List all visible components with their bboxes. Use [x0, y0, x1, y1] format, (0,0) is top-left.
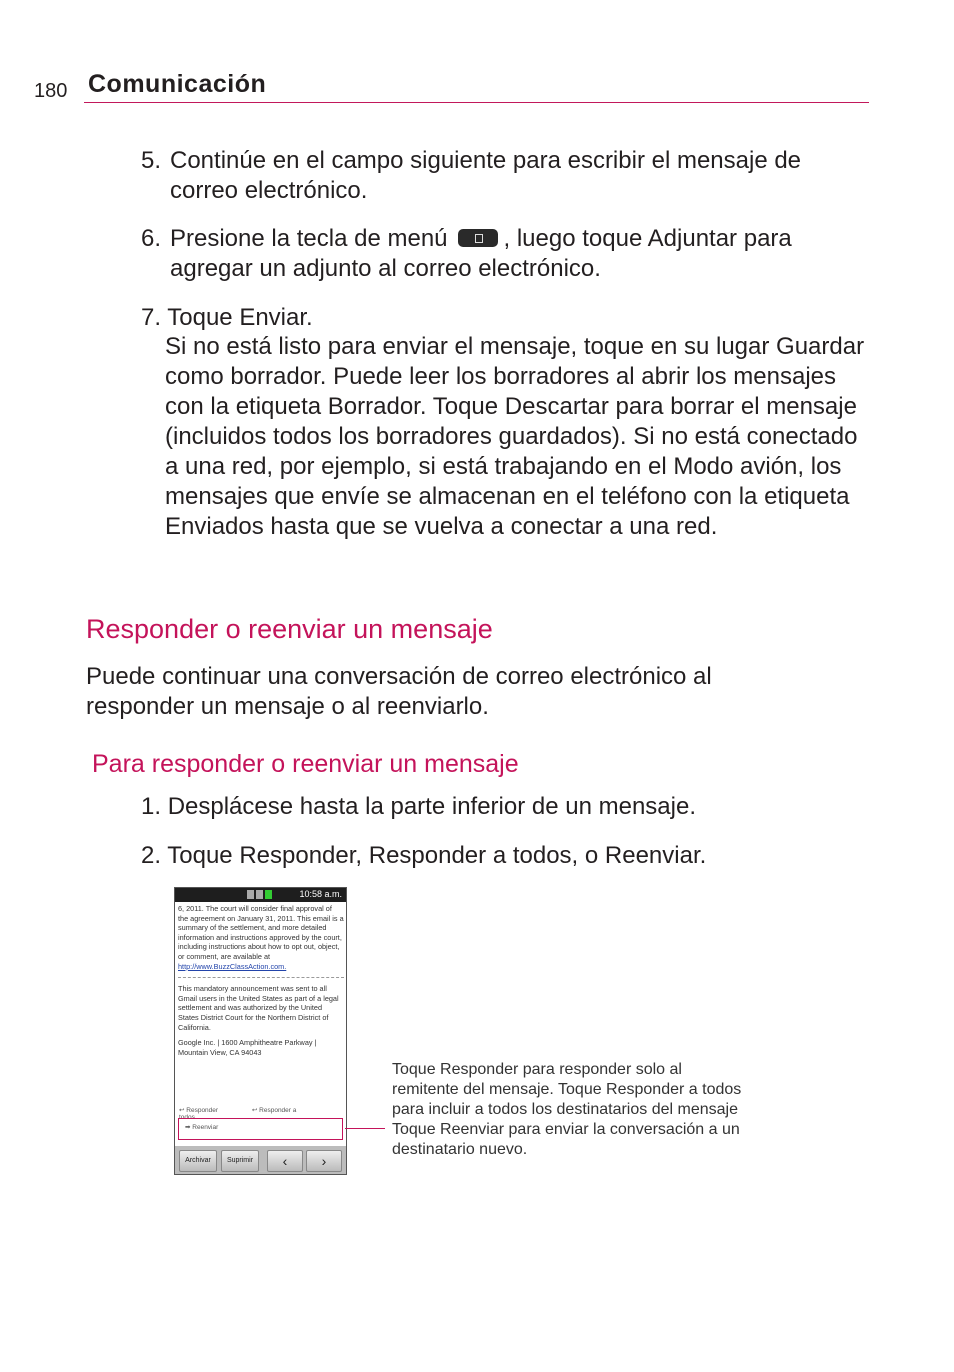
status-bar: [175, 888, 346, 902]
bottom-button-bar: [175, 1146, 346, 1174]
next-button[interactable]: ›: [306, 1150, 342, 1172]
reply-all-button-label: Responder a todos: [179, 1107, 297, 1121]
signal-icon: [247, 890, 254, 899]
sync-icon: [256, 890, 263, 899]
forward-button-label: Reenviar: [192, 1124, 219, 1131]
prev-button[interactable]: ‹: [267, 1150, 303, 1172]
email-link[interactable]: http://www.BuzzClassAction.com.: [178, 961, 287, 971]
section-title: Responder o reenviar un mensaje: [86, 614, 493, 644]
step-7-body: [165, 332, 870, 542]
phone-screenshot: [174, 887, 347, 1175]
menu-key-label: tecla de menú: [296, 225, 448, 252]
email-divider: [178, 977, 344, 978]
step-6-mid: , luego toque: [503, 225, 648, 252]
sub-step-1: [141, 792, 861, 822]
step-7-num: 7.: [141, 304, 162, 331]
battery-icon: [265, 890, 272, 899]
figure-caption: [392, 1060, 752, 1160]
email-paragraph-3: Google Inc. | 1600 Amphitheatre Parkway | Mountain View, CA 94043: [178, 1038, 317, 1057]
sub-step-2: [141, 841, 861, 871]
email-paragraph-1: 6, 2011. The court will consider final approval of the agreement on January 31, 2011. This email is a summary of the settlement, and more detailed information and instructions approved by the court, including instructions about how to opt out, object, or comment, are available at: [178, 904, 344, 961]
archive-button[interactable]: Archivar: [179, 1150, 217, 1172]
status-icons: [247, 890, 283, 900]
step-6-pre: Presione la: [170, 225, 297, 252]
save-draft-label: Guardar como borrador: [165, 333, 865, 390]
menu-key-icon: [458, 229, 498, 247]
sub-step-1-text: Desplácese hasta la parte inferior de un mensaje.: [167, 793, 696, 820]
send-label: Enviar: [239, 304, 307, 331]
forward-button[interactable]: ➡ Reenviar: [178, 1118, 343, 1140]
step-6-text: [170, 224, 870, 284]
reply-options-label: Responder, Responder a todos: [239, 842, 572, 869]
sub-step-2-mid: , o: [571, 842, 605, 869]
step-5: [141, 146, 161, 176]
caption-line-1: Toque Responder para responder solo al remitente del mensaje. Toque Responder a todos para incluir a todos los destinatarios del mensaje: [392, 1061, 742, 1118]
step-7-post: .: [306, 304, 313, 331]
chapter-title: Comunicación: [88, 70, 267, 98]
status-time: 10:58 a.m.: [299, 889, 342, 899]
step-7-p1: Si no está listo para enviar el mensaje, toque en su lugar: [165, 333, 777, 360]
step-7-head: [141, 303, 841, 333]
step-7-p2: . Puede leer los borradores al abrir los mensajes con la etiqueta Borrador. Toque: [165, 363, 837, 420]
forward-label: Reenviar: [604, 842, 700, 869]
page-number: 180: [34, 80, 68, 102]
reply-button-label: Responder: [186, 1107, 219, 1114]
discard-label: Descartar: [504, 393, 609, 420]
subsection-title: Para responder o reenviar un mensaje: [92, 750, 519, 778]
sub-step-2-pre: Toque: [167, 842, 240, 869]
step-5-num: 5.: [141, 147, 162, 174]
section-intro: Puede continuar una conversación de correo electrónico al responder un mensaje o al reenviarlo.: [86, 663, 712, 720]
header-rule: [84, 102, 869, 103]
reply-all-button[interactable]: ↩ Responder a todos: [179, 1107, 297, 1121]
step-7-pre: Toque: [167, 304, 240, 331]
sub-step-2-num: 2.: [141, 842, 162, 869]
email-paragraph-2: This mandatory announcement was sent to all Gmail users in the United States as part of a legal settlement and was authorized by the United States District Court for the Northern District of California.: [178, 984, 339, 1032]
step-6-post: para agregar un adjunto al correo electrónico.: [170, 225, 792, 282]
callout-line: [345, 1128, 385, 1129]
caption-line-2: Toque Reenviar para enviar la conversación a un destinatario nuevo.: [392, 1121, 740, 1158]
reply-button[interactable]: ↩ Responder: [179, 1107, 219, 1114]
step-6-num: 6.: [141, 225, 162, 252]
attach-label: Adjuntar: [647, 225, 738, 252]
step-5-text: Continúe en el campo siguiente para escribir el mensaje de correo electrónico.: [170, 147, 802, 204]
sub-step-2-post: .: [699, 842, 707, 869]
step-7-p3: para borrar el mensaje (incluidos todos los borradores guardados). Si no está conectado a una red, por ejemplo, si está trabajando en el Modo avión, los mensajes que envíe se almacenan en el teléfono con la etiqueta Enviados hasta que se vuelva a conectar a una red.: [165, 393, 858, 540]
delete-button[interactable]: Suprimir: [221, 1150, 259, 1172]
sub-step-1-num: 1.: [141, 793, 162, 820]
email-body: [178, 904, 344, 1063]
